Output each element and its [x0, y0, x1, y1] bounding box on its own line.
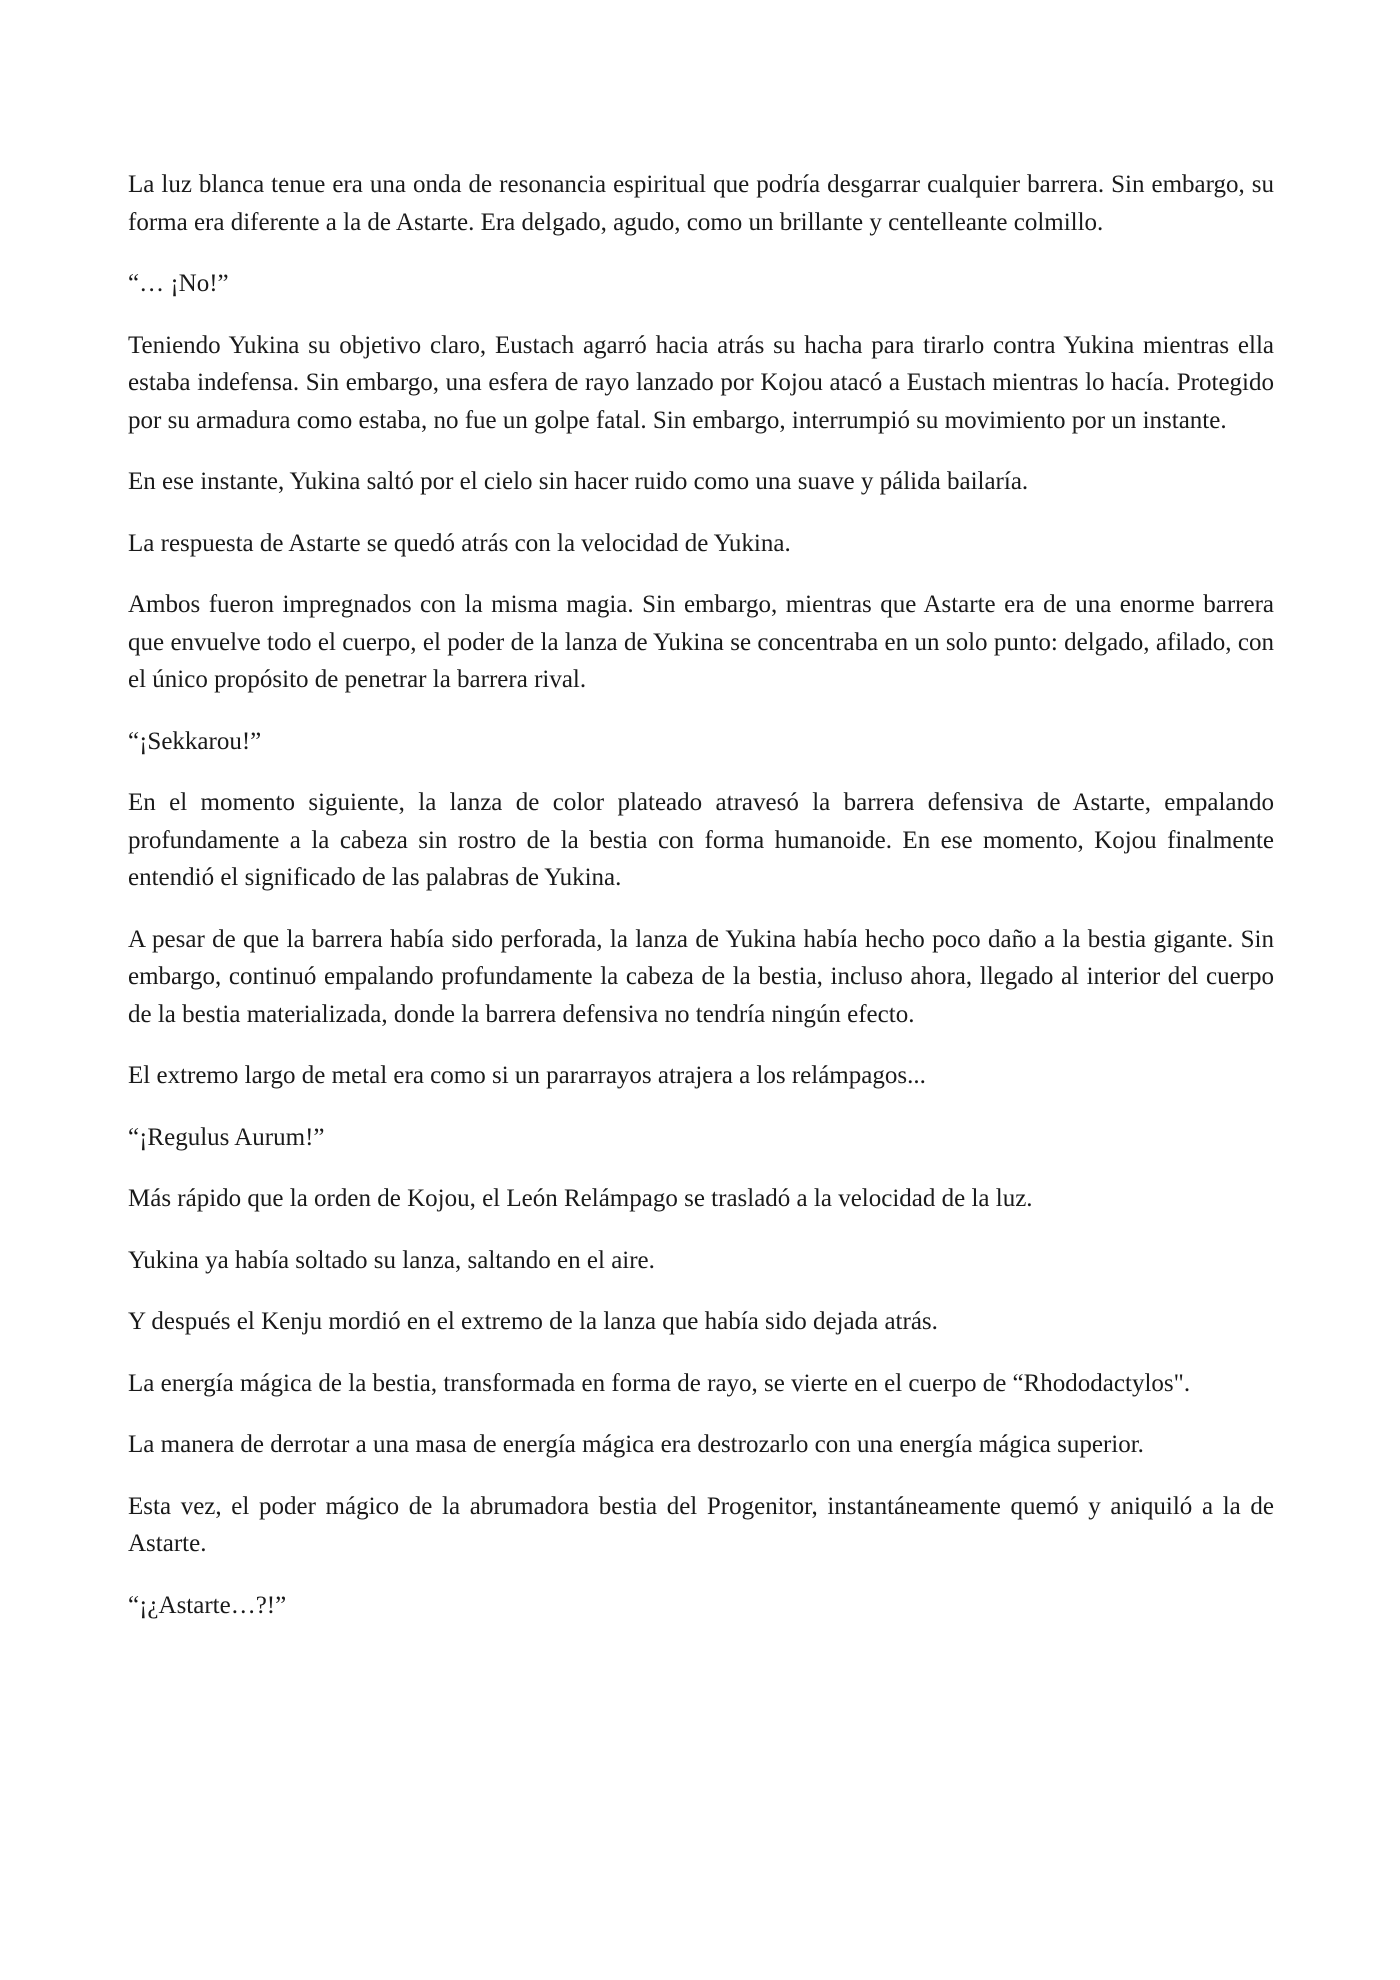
paragraph: En ese instante, Yukina saltó por el cielo sin hacer ruido como una suave y pálida bailaría.	[128, 468, 1029, 495]
paragraph: Yukina ya había soltado su lanza, saltando en el aire.	[128, 1246, 655, 1274]
document-body	[128, 166, 1274, 1648]
paragraph: Esta vez, el poder mágico de la abrumadora bestia del Progenitor, instantáneamente quemó y aniquiló a la de Astarte.	[128, 1492, 1274, 1557]
dialogue-line: “¡¿Astarte…?!”	[128, 1591, 287, 1619]
dialogue-line: “¡Regulus Aurum!”	[128, 1123, 325, 1151]
paragraph: La energía mágica de la bestia, transformada en forma de rayo, se vierte en el cuerpo de “Rhododactylos".	[128, 1369, 1191, 1397]
paragraph: Y después el Kenju mordió en el extremo de la lanza que había sido dejada atrás.	[128, 1308, 938, 1335]
dialogue-line: “… ¡No!”	[128, 270, 229, 297]
dialogue-line: “¡Sekkarou!”	[128, 727, 262, 755]
paragraph: En el momento siguiente, la lanza de color plateado atravesó la barrera defensiva de Astarte, empalando profundamente a la cabeza sin rostro de la bestia con forma humanoide. En ese momento, Kojou finalmente entendió el significado de las palabras de Yukina.	[128, 789, 1274, 891]
paragraph: Teniendo Yukina su objetivo claro, Eustach agarró hacia atrás su hacha para tirarlo contra Yukina mientras ella estaba indefensa. Sin embargo, una esfera de rayo lanzado por Kojou atacó a Eustach mientras lo hacía. Protegido por su armadura como estaba, no fue un golpe fatal. Sin embargo, interrumpió su movimiento por un instante.	[128, 331, 1274, 434]
paragraph: Ambos fueron impregnados con la misma magia. Sin embargo, mientras que Astarte era de una enorme barrera que envuelve todo el cuerpo, el poder de la lanza de Yukina se concentraba en un solo punto: delgado, afilado, con el único propósito de penetrar la barrera rival.	[128, 591, 1274, 693]
paragraph: La respuesta de Astarte se quedó atrás con la velocidad de Yukina.	[128, 529, 791, 557]
paragraph: La manera de derrotar a una masa de energía mágica era destrozarlo con una energía mágica superior.	[128, 1431, 1144, 1458]
paragraph: Más rápido que la orden de Kojou, el León Relámpago se trasladó a la velocidad de la luz.	[128, 1185, 1033, 1212]
paragraph: La luz blanca tenue era una onda de resonancia espiritual que podría desgarrar cualquier barrera. Sin embargo, su forma era diferente a la de Astarte. Era delgado, agudo, como un brillante y centelleante colmillo.	[128, 171, 1274, 236]
paragraph: A pesar de que la barrera había sido perforada, la lanza de Yukina había hecho poco daño a la bestia gigante. Sin embargo, continuó empalando profundamente la cabeza de la bestia, incluso ahora, llegado al interior del cuerpo de la bestia materializada, donde la barrera defensiva no tendría ningún efecto.	[128, 925, 1274, 1028]
paragraph: El extremo largo de metal era como si un pararrayos atrajera a los relámpagos...	[128, 1062, 926, 1089]
